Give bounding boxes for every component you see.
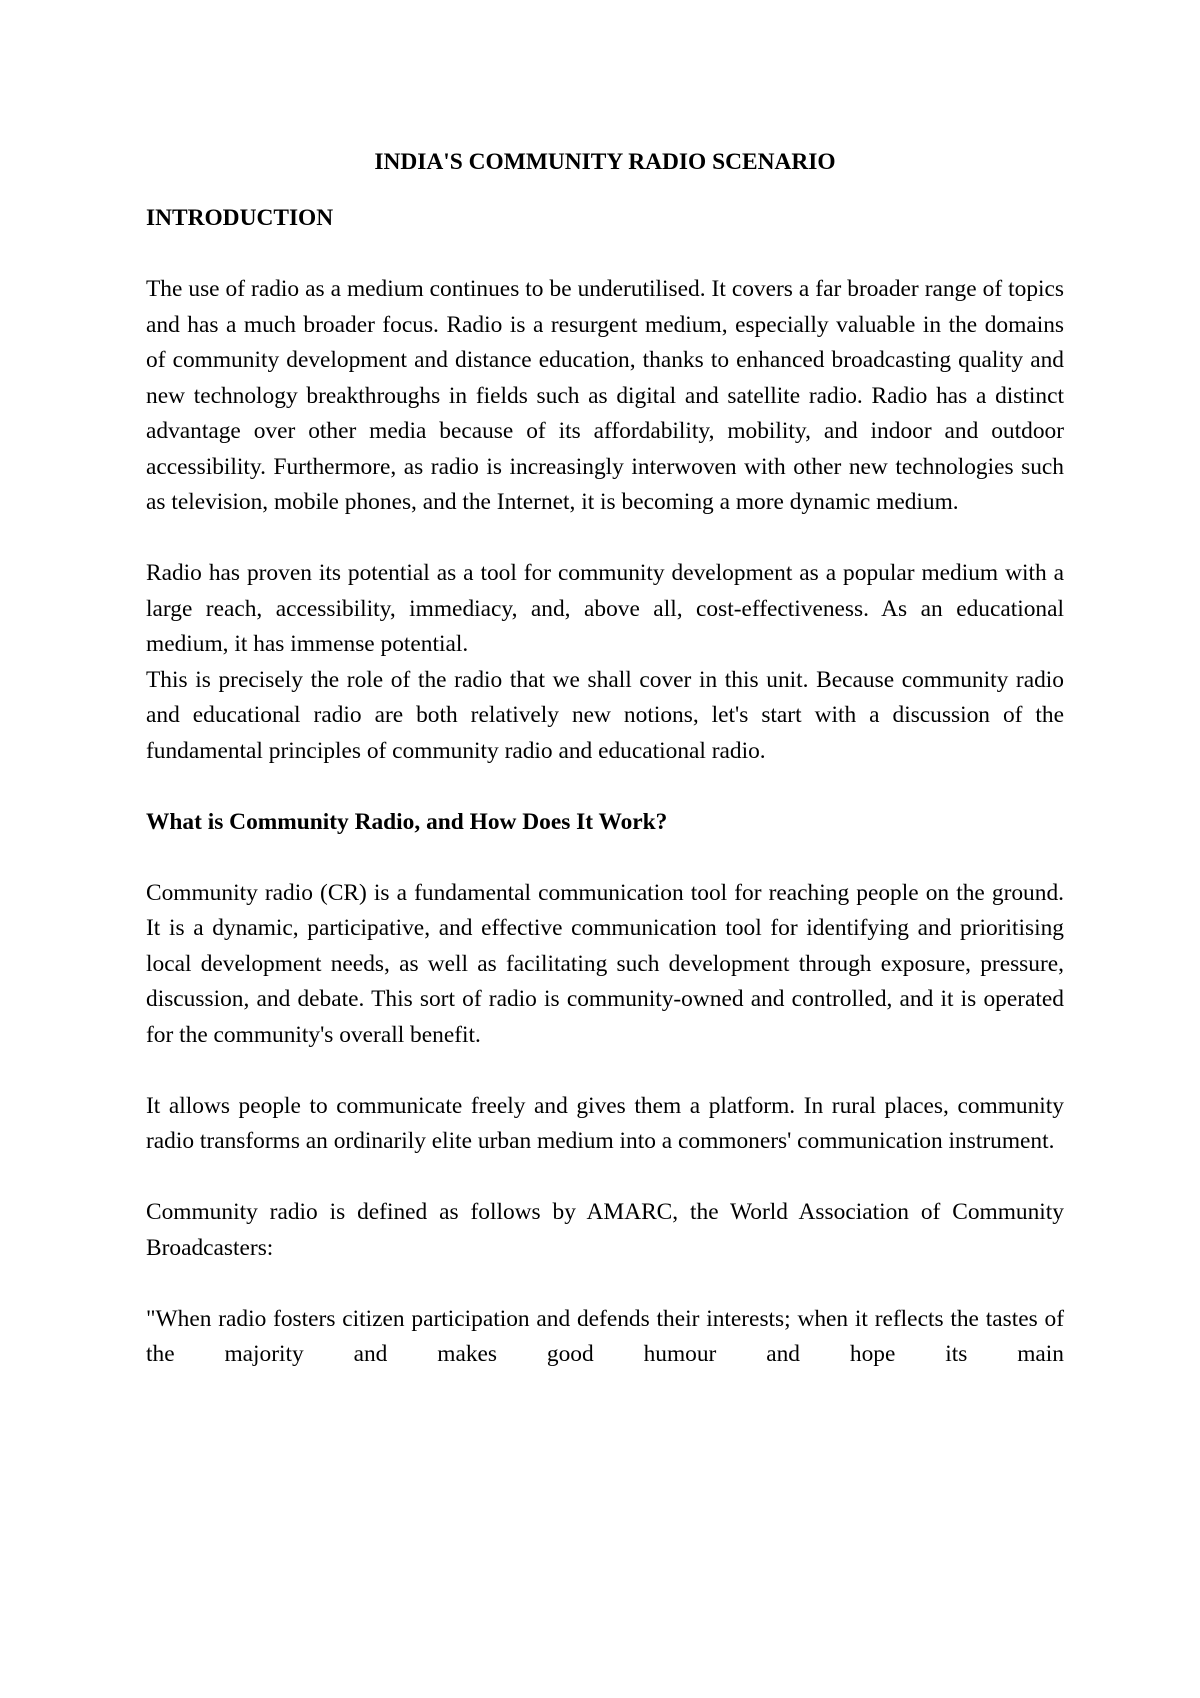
paragraph: This is precisely the role of the radio that we shall cover in this unit. Because community radio and educational radio are both relatively new notions, let's start with a discussion of the fundamental principles of community radio and educational radio. (146, 666, 1064, 764)
paragraph: The use of radio as a medium continues to be underutilised. It covers a far broader range of topics and has a much broader focus. Radio is a resurgent medium, especially valuable in the domains of community development and distance education, thanks to enhanced broadcasting quality and new technology breakthroughs in fields such as digital and satellite radio. Radio has a distinct advantage over other media because of its affordability, mobility, and indoor and outdoor accessibility. Furthermore, as radio is increasingly interwoven with other new technologies such as television, mobile phones, and the Internet, it is becoming a more dynamic medium. (146, 276, 1064, 515)
section-heading-introduction: INTRODUCTION (146, 205, 334, 231)
paragraph: Community radio is defined as follows by AMARC, the World Association of Community Broadcasters: (146, 1199, 1064, 1261)
paragraph: Community radio (CR) is a fundamental communication tool for reaching people on the ground. It is a dynamic, participative, and effective communication tool for identifying and prioritising local development needs, as well as facilitating such development through exposure, pressure, discussion, and debate. This sort of radio is community-owned and controlled, and it is operated for the community's overall benefit. (146, 879, 1064, 1048)
quote-paragraph: "When radio fosters citizen participation and defends their interests; when it reflects the tastes of the majority and makes good humour and hope its main (146, 1305, 1064, 1367)
section-heading-community-radio: What is Community Radio, and How Does It Work? (146, 808, 668, 835)
paragraph: It allows people to communicate freely and gives them a platform. In rural places, community radio transforms an ordinarily elite urban medium into a commoners' communication instrument. (146, 1092, 1064, 1154)
document-page (146, 145, 1064, 1373)
document-title: INDIA'S COMMUNITY RADIO SCENARIO (374, 149, 836, 175)
paragraph: Radio has proven its potential as a tool for community development as a popular medium with a large reach, accessibility, immediacy, and, above all, cost-effectiveness. As an educational medium, it has immense potential. (146, 560, 1064, 657)
